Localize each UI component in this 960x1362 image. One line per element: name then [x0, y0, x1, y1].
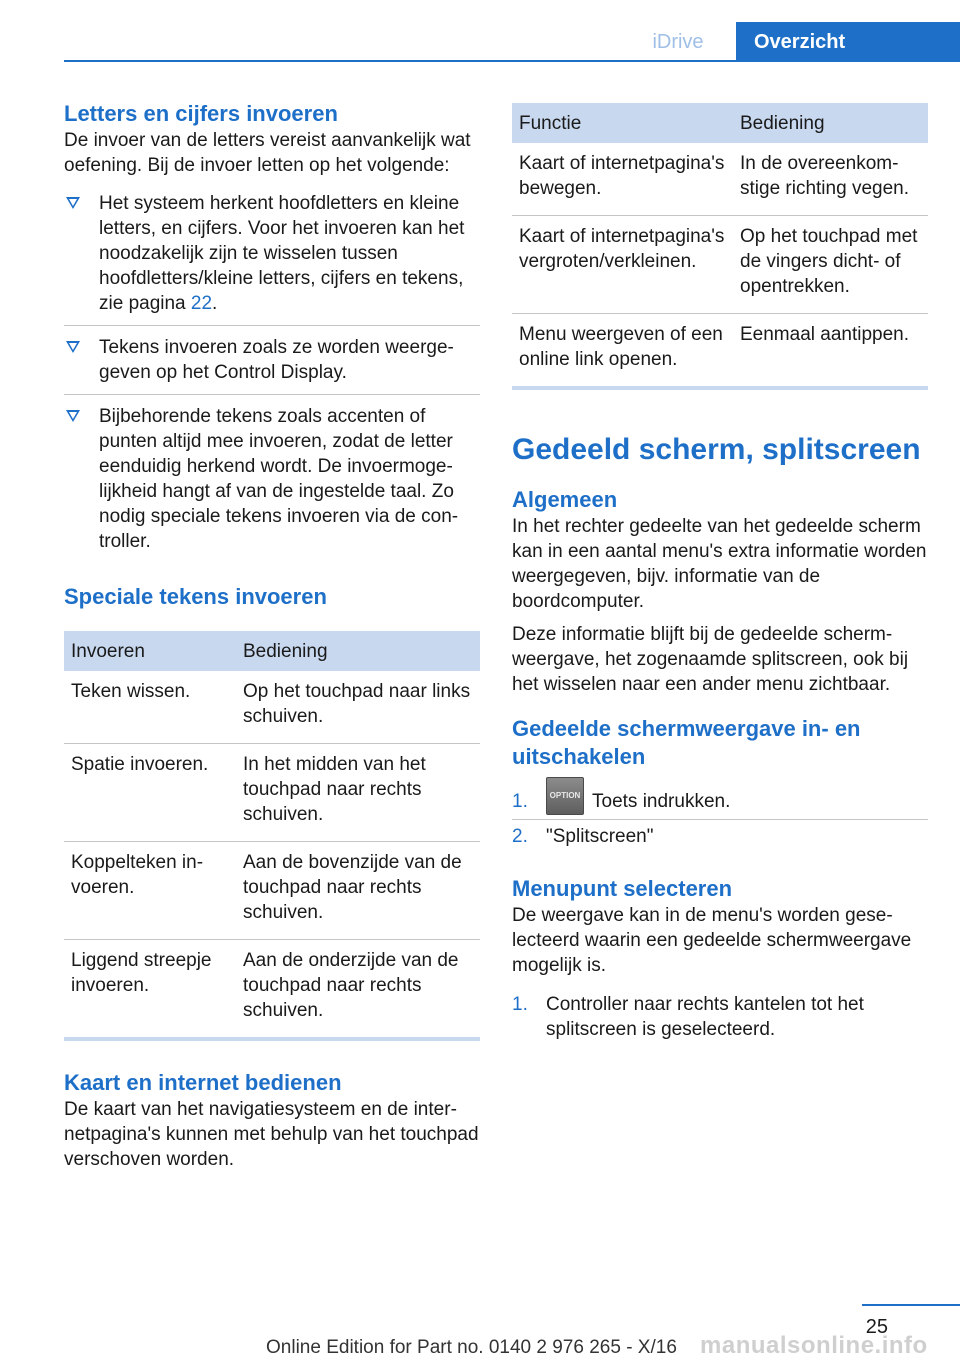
- list-item: [64, 395, 480, 563]
- table-end-rule: [512, 386, 928, 390]
- paragraph-general-2: Deze informatie blijft bij de gedeelde schermweergave, het zogenaamde splitscreen, ook bij het wisselen naar een ander menu zichtbaar.: [512, 624, 909, 695]
- heading-menu-select: Menupunt selecteren: [512, 876, 733, 901]
- toggle-steps-list: [512, 785, 928, 853]
- table-cell: Op het touchpad naar links schuiven.: [236, 671, 480, 744]
- table-row: [64, 940, 480, 1038]
- edition-text: Online Edition for Part no. 0140 2 976 265 - X/16: [266, 1337, 677, 1358]
- special-characters-table: [64, 631, 480, 1037]
- step-text: Toets indrukken.: [592, 791, 731, 813]
- bullet-text-end: .: [212, 293, 218, 314]
- table-row: [512, 314, 928, 387]
- paragraph-map-internet: De kaart van het navigatiesysteem en de internetpagina's kunnen met behulp van het touchpad verschoven worden.: [64, 1099, 479, 1170]
- triangle-bullet-icon: [66, 341, 80, 353]
- header-section-label: iDrive: [652, 30, 704, 53]
- header-divider: [64, 60, 960, 62]
- paragraph-menu-select: De weergave kan in de menu's worden geselecteerd waarin een gedeelde schermweergave mogelijk is.: [512, 905, 912, 976]
- paragraph-general-1: In het rechter gedeelte van het gedeelde scherm kan in een aantal menu's extra informatie worden weergegeven, bijv. informatie van de boordcomputer.: [512, 516, 927, 612]
- touchpad-functions-table: [512, 103, 928, 386]
- heading-map-internet: Kaart en internet bedienen: [64, 1070, 342, 1095]
- table-end-rule: [64, 1037, 480, 1041]
- step-number: 1.: [512, 791, 528, 812]
- table-cell: In het midden van het touchpad naar rechts schuiven.: [236, 744, 480, 842]
- heading-split-screen: Gedeeld scherm, splitscreen: [512, 433, 921, 466]
- paragraph-letters: De invoer van de letters vereist aanvankelijk wat oefening. Bij de invoer letten op het volgende:: [64, 130, 471, 176]
- table-cell: Eenmaal aantippen.: [740, 324, 910, 345]
- left-column: [64, 100, 480, 1172]
- footer-divider: [862, 1304, 960, 1306]
- bullet-text: Het systeem herkent hoofdletters en kleine letters, en cijfers. Voor het invoeren kan het noodzakelijk zijn te wisselen tussen hoofdletters/kleine letters, cijfers en tekens, zie pagina: [99, 193, 465, 314]
- table-cell: Koppelteken invoeren.: [64, 842, 236, 940]
- step-text: "Splitscreen": [546, 826, 654, 847]
- right-column: [512, 103, 928, 1046]
- table-row: [512, 143, 928, 216]
- heading-general: Algemeen: [512, 487, 618, 512]
- table-row: [64, 671, 480, 744]
- table-row: [512, 216, 928, 314]
- triangle-bullet-icon: [66, 197, 80, 209]
- list-item: [64, 182, 480, 326]
- list-item: [512, 785, 928, 820]
- page-number: 25: [865, 1316, 888, 1338]
- table-row: [64, 744, 480, 842]
- table-cell: Kaart of internetpagina's vergroten/verkleinen.: [512, 216, 733, 314]
- table-header: Invoeren: [64, 631, 236, 671]
- step-text: Controller naar rechts kantelen tot het splitscreen is geselecteerd.: [546, 994, 864, 1040]
- heading-letters: Letters en cijfers invoeren: [64, 101, 338, 126]
- watermark-text: manualsonline.info: [700, 1332, 928, 1359]
- list-item: [512, 820, 928, 853]
- list-item: [512, 988, 928, 1046]
- bullet-text: Bijbehorende tekens zoals accenten of punten altijd mee invoeren, zodat de letter eenduidig herkend wordt. De invoermogelijkheid hangt af van de ingestelde taal. Zo nodig speciale tekens invoeren via de controller.: [99, 406, 459, 552]
- step-number: 1.: [512, 994, 528, 1015]
- menu-steps-list: [512, 988, 928, 1046]
- table-row: [64, 842, 480, 940]
- table-header: Bediening: [733, 103, 928, 143]
- triangle-bullet-icon: [66, 410, 80, 422]
- header-chapter-tab: Overzicht: [736, 22, 960, 62]
- list-item: [64, 326, 480, 395]
- table-header: Functie: [512, 103, 733, 143]
- table-cell: Kaart of internetpagina's bewegen.: [512, 143, 733, 216]
- table-cell: Spatie invoeren.: [64, 744, 236, 842]
- option-button-icon: OPTION: [546, 777, 584, 815]
- table-cell: Liggend streepje invoeren.: [71, 950, 212, 996]
- page-reference-link[interactable]: 22: [190, 293, 213, 314]
- table-cell: Op het touchpad met de vingers dicht- of opentrekken.: [733, 216, 928, 314]
- table-cell: Teken wissen.: [64, 671, 236, 744]
- bullet-text: Tekens invoeren zoals ze worden weergegeven op het Control Display.: [99, 337, 454, 383]
- letters-bullet-list: [64, 182, 480, 563]
- heading-special-characters: Speciale tekens invoeren: [64, 584, 327, 609]
- table-cell: Menu weergeven of een online link openen.: [519, 324, 723, 370]
- heading-toggle-split: Gedeelde schermweergave in- en uitschakelen: [512, 716, 861, 769]
- table-cell: Aan de onderzijde van de touchpad naar rechts schuiven.: [243, 950, 459, 1021]
- table-cell: Aan de bovenzijde van de touchpad naar rechts schuiven.: [236, 842, 480, 940]
- table-cell: In de overeenkomstige richting vegen.: [733, 143, 928, 216]
- step-number: 2.: [512, 826, 528, 847]
- table-header: Bediening: [236, 631, 480, 671]
